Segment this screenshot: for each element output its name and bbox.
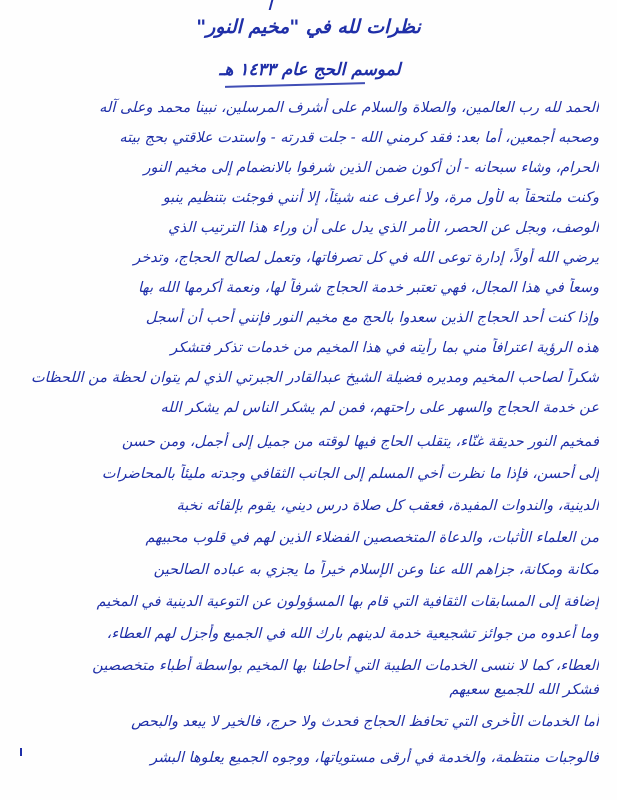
text-line: شكراً لصاحب المخيم ومديره فضيلة الشيخ عبدالقادر الجبرتي الذي لم يتوان لحظة من اللحظات xyxy=(31,370,599,386)
text-line: إضافة إلى المسابقات الثقافية التي قام بها المسؤولون عن التوعية الدينية في المخيم xyxy=(96,594,599,610)
margin-mark xyxy=(14,748,22,756)
text-line: وصحبه أجمعين، أما بعد: فقد كرمني الله - جلت قدرته - واستدت علاقتي بحج بيته xyxy=(119,130,599,146)
text-line: وسعاً في هذا المجال، فهي تعتبر خدمة الحجاج شرفاً لها، ونعمة أكرمها الله بها xyxy=(138,280,599,296)
text-line: أما الخدمات الأخرى التي تحافظ الحجاج فحدث ولا حرج، فالخير لا يبعد والبحص xyxy=(131,714,599,730)
text-line: الدينية، والندوات المفيدة، فعقب كل صلاة درس ديني، يقوم بإلقائه نخبة xyxy=(176,498,599,514)
text-line: يرضي الله أولاً، إدارة توعى الله في كل تصرفاتها، وتعمل لصالح الحجاج، وتدخر xyxy=(133,250,599,266)
text-line: فشكر الله للجميع سعيهم xyxy=(449,682,599,698)
text-line: الحمد لله رب العالمين، والصلاة والسلام على أشرف المرسلين، نبينا محمد وعلى آله xyxy=(99,100,599,116)
text-line: من العلماء الأثبات، والدعاة المتخصصين الفضلاء الذين لهم في قلوب محبيهم xyxy=(145,530,599,546)
letter-subtitle: لموسم الحج عام ١٤٣٣ هـ xyxy=(219,60,401,80)
text-line: وما أعدوه من جوائز تشجيعية خدمة لدينهم بارك الله في الجميع وأجزل لهم العطاء، xyxy=(106,626,599,642)
text-line: الوصف، وبجل عن الحصر، الأمر الذي يدل على أن وراء هذا الترتيب الذي xyxy=(168,220,599,236)
text-line: الحرام، وشاء سبحانه - أن أكون ضمن الذين شرفوا بالانضمام إلى مخيم النور xyxy=(143,160,599,176)
text-line: العطاء، كما لا ننسى الخدمات الطيبة التي أحاطنا بها المخيم بواسطة أطباء متخصصين xyxy=(92,658,599,674)
text-line: فالوجبات منتظمة، والخدمة في أرقى مستوياتها، ووجوه الجميع يعلوها البشر xyxy=(150,750,599,766)
pen-mark xyxy=(269,0,286,10)
text-line: وإذا كنت أحد الحجاج الذين سعدوا بالحج مع مخيم النور فإنني أحب أن أسجل xyxy=(145,310,599,326)
letter-title: نظرات لله في "مخيم النور" xyxy=(196,16,421,38)
text-line: فمخيم النور حديقة غنّاء، يتقلب الحاج فيها لوقته من جميل إلى أجمل، ومن حسن xyxy=(121,434,599,450)
text-line: هذه الرؤية اعترافاً مني بما رأيته في هذا المخيم من خدمات تذكر فتشكر xyxy=(170,340,599,356)
subtitle-underline xyxy=(225,82,365,88)
text-line: إلى أحسن، فإذا ما نظرت أخي المسلم إلى الجانب الثقافي وجدته مليئاً بالمحاضرات xyxy=(101,466,599,482)
text-line: وكنت ملتحقاً به لأول مرة، ولا أعرف عنه شيئاً، إلا أنني فوجئت بتنظيم ينبو xyxy=(162,190,599,206)
text-line: عن خدمة الحجاج والسهر على راحتهم، فمن لم يشكر الناس لم يشكر الله xyxy=(160,400,599,416)
text-line: مكانة ومكانة، جزاهم الله عنا وعن الإسلام خيراً ما يجزي به عباده الصالحين xyxy=(153,562,599,578)
